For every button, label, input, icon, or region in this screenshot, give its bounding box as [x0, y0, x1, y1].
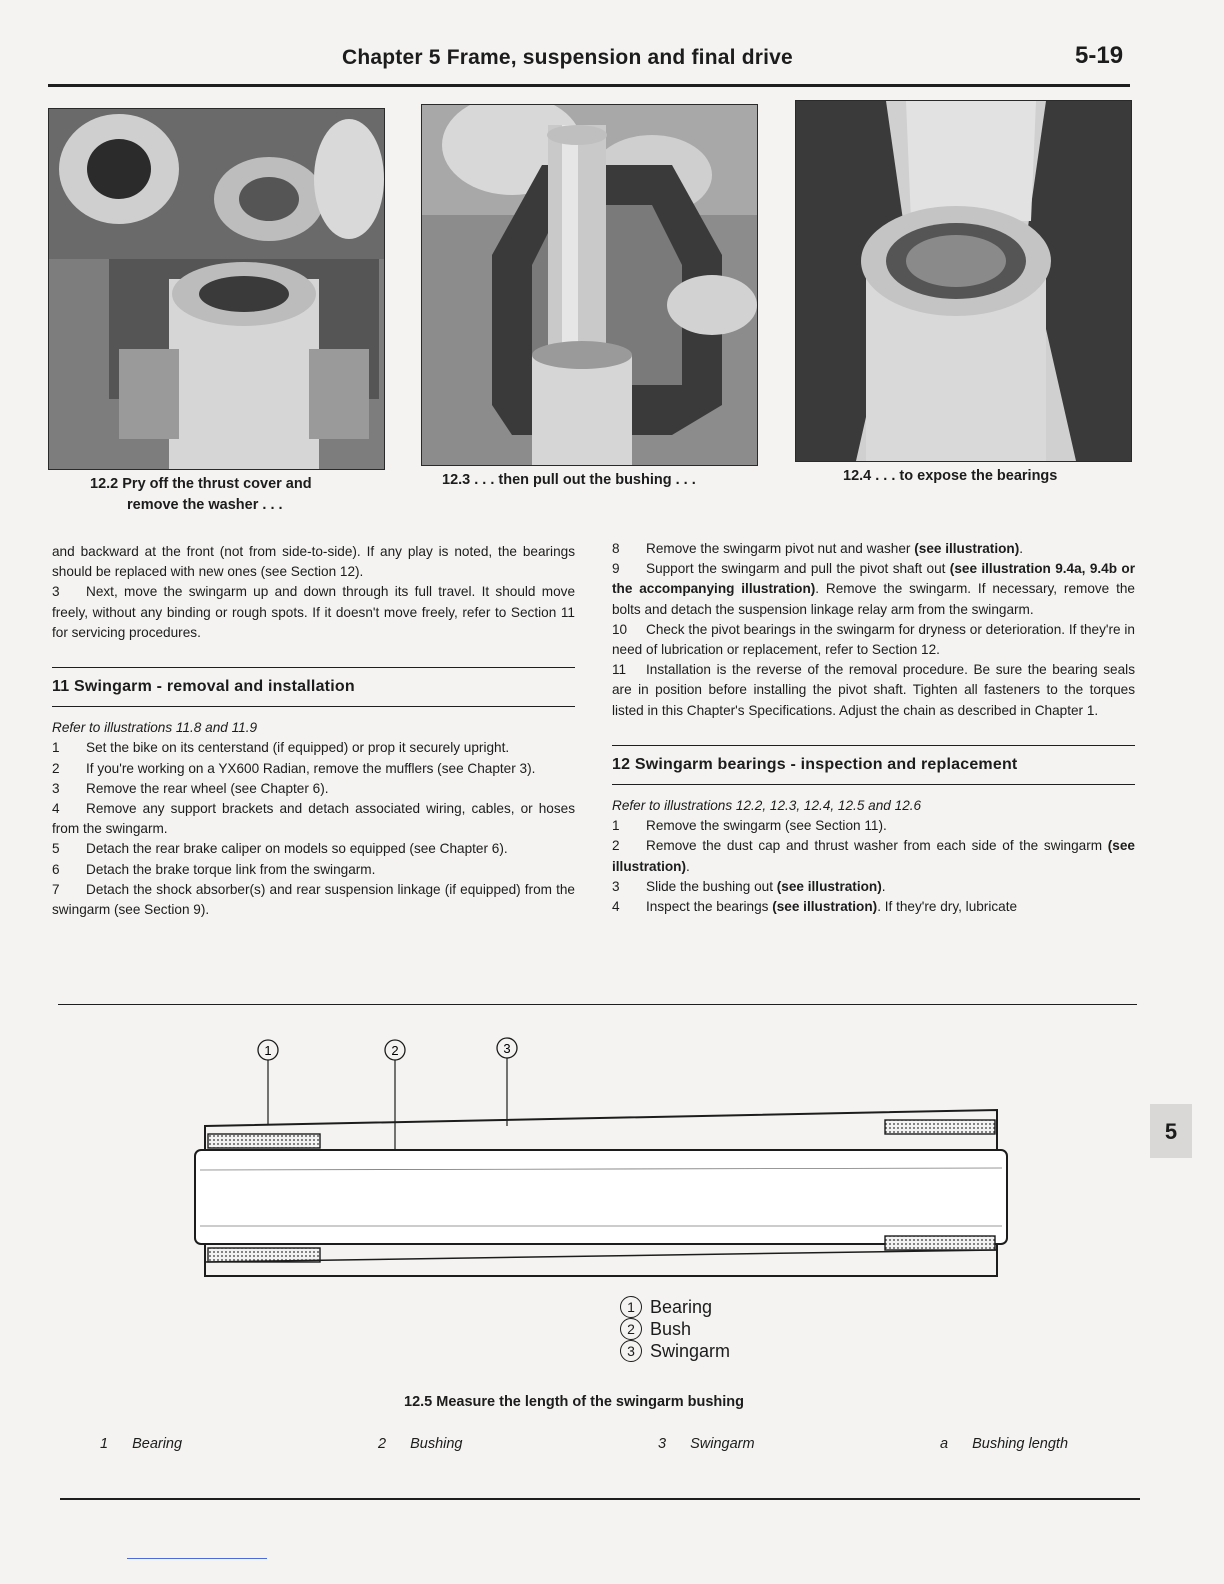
chapter-title: Chapter 5 Frame, suspension and final drive — [342, 46, 793, 69]
photo-thrust-cover — [48, 108, 385, 470]
figure-caption-12-5: 12.5 Measure the length of the swingarm bushing — [404, 1394, 744, 1410]
swingarm-bushing-diagram — [180, 1030, 1020, 1290]
bearing-top-right — [885, 1120, 995, 1134]
callout-3 — [497, 1038, 517, 1126]
footer-divider — [60, 1498, 1140, 1500]
page-number: 5-19 — [1075, 42, 1124, 69]
step-9: 9 Support the swingarm and pull the pivot shaft out (see illustration 9.4a, 9.4b or the accompanying illustration). Remove the swingarm. If necessary, remove the bolts and detach the suspension linkage relay arm from the swingarm. — [612, 561, 1135, 617]
chapter-tab: 5 — [1150, 1104, 1192, 1158]
section-12-heading: 12 Swingarm bearings - inspection and replacement — [612, 755, 1018, 773]
step-6: 6 Detach the brake torque link from the swingarm. — [52, 861, 376, 877]
photo-caption-12-3: 12.3 . . . then pull out the bushing . . . — [442, 472, 696, 488]
key-item: 1 Bearing — [100, 1436, 183, 1452]
step-5: 5 Detach the rear brake caliper on models so equipped (see Chapter 6). — [52, 841, 508, 857]
figure-divider — [58, 1004, 1137, 1005]
bearing-top-left — [208, 1134, 320, 1148]
diagram-legend — [620, 1296, 730, 1362]
legend-item: 3 Swingarm — [620, 1340, 730, 1362]
key-item: a Bushing length — [940, 1436, 1069, 1452]
section-rule — [612, 745, 1135, 746]
footer-link-line — [127, 1558, 267, 1559]
svg-text:3: 3 — [503, 1041, 511, 1056]
left-column — [52, 542, 575, 920]
section-11-refer: Refer to illustrations 11.8 and 11.9 — [52, 720, 258, 736]
photo-pull-bushing — [421, 104, 758, 466]
photo-caption-12-2: 12.2 Pry off the thrust cover and remove the washer . . . — [90, 476, 312, 513]
bearing-step-4: 4 Inspect the bearings (see illustration). If they're dry, lubricate — [612, 899, 1018, 915]
legend-item: 2 Bush — [620, 1318, 730, 1340]
section-11-heading: 11 Swingarm - removal and installation — [52, 678, 355, 696]
step-10: 10 Check the pivot bearings in the swingarm for dryness or deterioration. If they're in need of lubrication or replacement, refer to Section 12. — [612, 621, 1135, 658]
step-8: 8 Remove the swingarm pivot nut and washer (see illustration). — [612, 541, 1024, 556]
step-7: 7 Detach the shock absorber(s) and rear suspension linkage (if equipped) from the swingarm (see Section 9). — [52, 881, 575, 918]
paragraph-3: 3 Next, move the swingarm up and down through its full travel. It should move freely, without any binding or rough spots. If it doesn't move freely, refer to Section 11 for servicing procedures. — [52, 584, 575, 640]
photo-caption-12-4: 12.4 . . . to expose the bearings — [843, 468, 1058, 484]
section-12-refer: Refer to illustrations 12.2, 12.3, 12.4, 12.5 and 12.6 — [612, 798, 922, 814]
photo-expose-bearings — [795, 100, 1132, 462]
step-4: 4 Remove any support brackets and detach associated wiring, cables, or hoses from the swingarm. — [52, 801, 575, 837]
legend-item: 1 Bearing — [620, 1296, 730, 1318]
callout-2 — [385, 1040, 405, 1158]
svg-text:2: 2 — [391, 1043, 399, 1058]
continued-paragraph: and backward at the front (not from side-to-side). If any play is noted, the bearings should be replaced with new ones (see Section 12). — [52, 544, 575, 580]
bearing-step-3: 3 Slide the bushing out (see illustration). — [612, 878, 886, 894]
bearing-step-1: 1 Remove the swingarm (see Section 11). — [612, 818, 887, 834]
key-item: 2 Bushing — [378, 1436, 463, 1452]
bush — [195, 1150, 1007, 1244]
svg-text:1: 1 — [264, 1043, 272, 1058]
key-item: 3 Swingarm — [658, 1436, 755, 1452]
callout-1 — [258, 1040, 278, 1125]
header-divider — [48, 84, 1130, 87]
bearing-step-2: 2 Remove the dust cap and thrust washer from each side of the swingarm (see illustration). — [612, 838, 1135, 874]
step-1: 1 Set the bike on its centerstand (if equipped) or prop it securely upright. — [52, 740, 510, 756]
step-2: 2 If you're working on a YX600 Radian, remove the mufflers (see Chapter 3). — [52, 760, 536, 776]
step-11: 11 Installation is the reverse of the removal procedure. Be sure the bearing seals are in position before installing the pivot shaft. Tighten all fasteners to the torques listed in this Chapter's Specifications. Adjust the chain as described in Chapter 1. — [612, 662, 1135, 718]
bearing-bottom-right — [885, 1236, 995, 1250]
step-3: 3 Remove the rear wheel (see Chapter 6). — [52, 780, 329, 796]
section-rule — [52, 667, 575, 668]
right-column — [612, 539, 1135, 917]
